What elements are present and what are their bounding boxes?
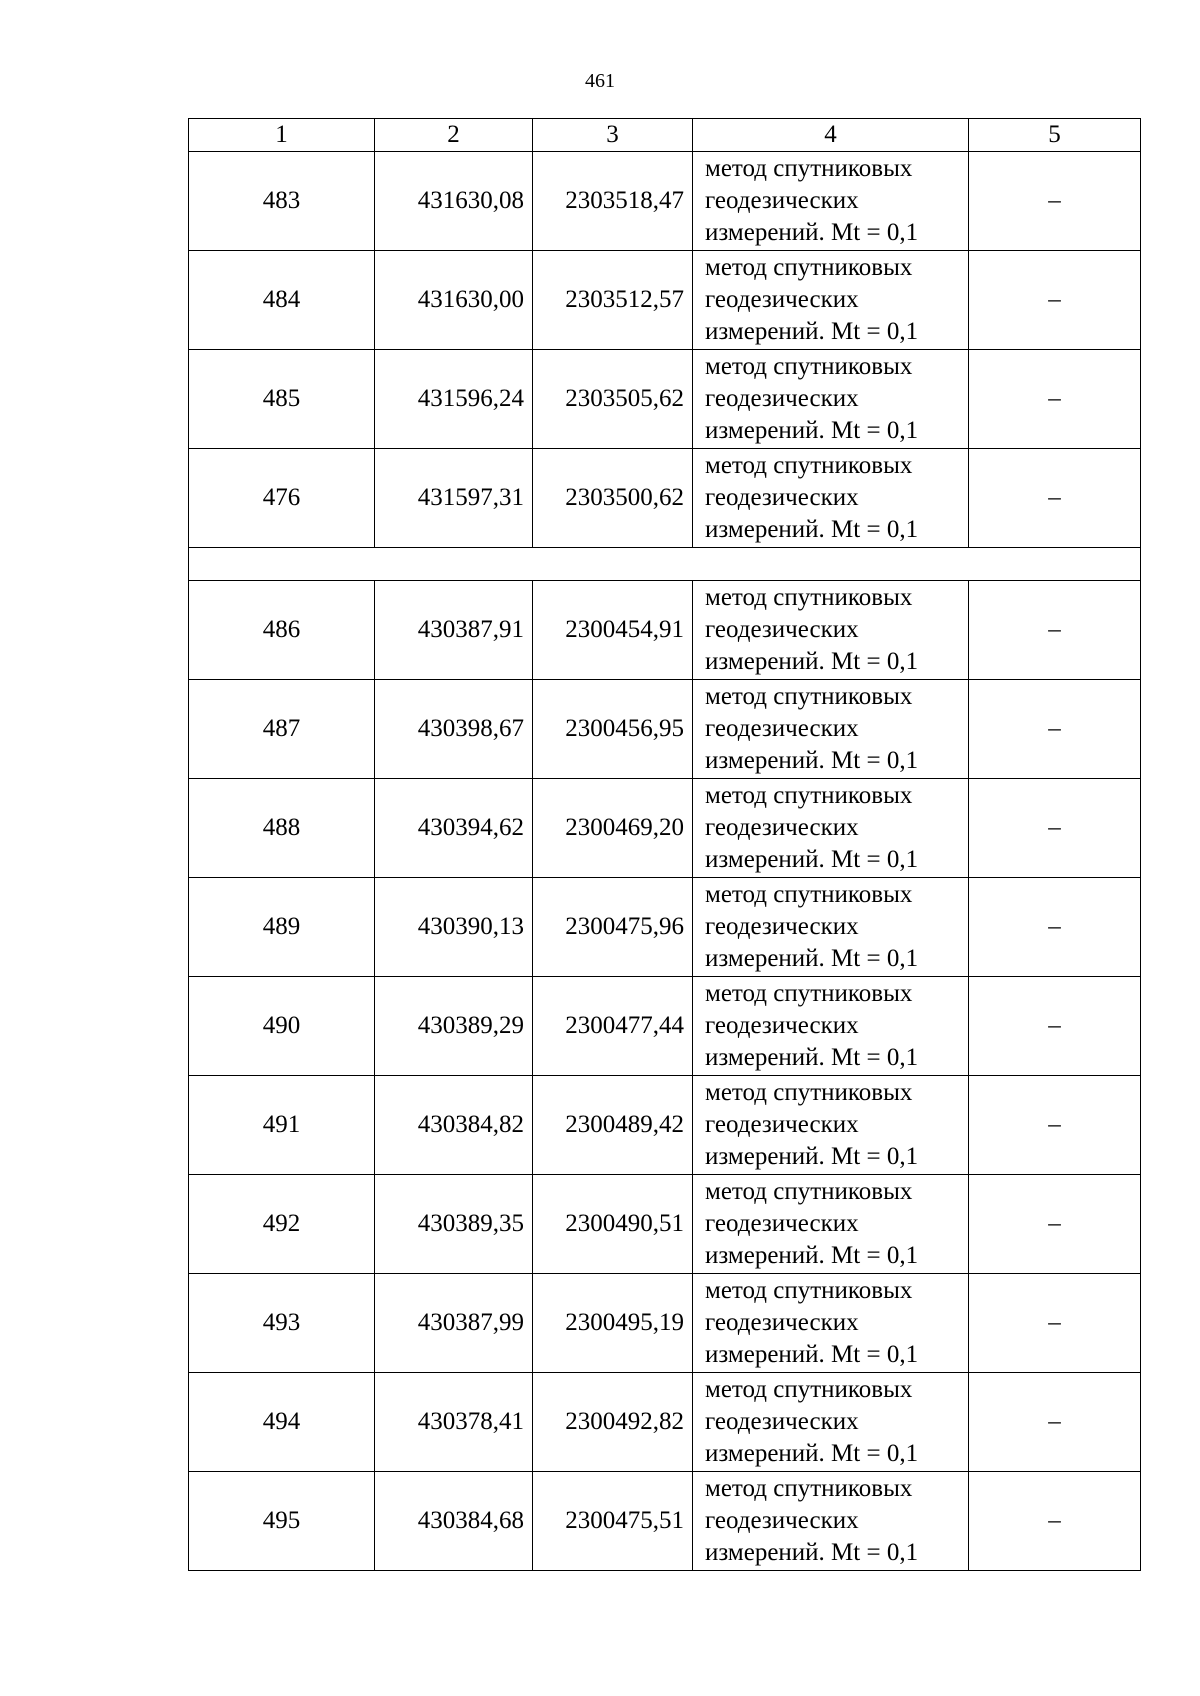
point-number-cell: 486 [189,581,375,680]
table-row [189,1274,1141,1373]
method-line: метод спутниковых [705,584,913,611]
method-cell [693,779,969,878]
separator-row [189,548,1141,581]
method-line: измерений. Mt = 0,1 [705,1341,919,1368]
column-header-1: 1 [189,119,375,152]
method-line: геодезических [705,187,859,214]
table-row [189,680,1141,779]
y-coordinate-cell: 2300475,51 [533,1472,693,1571]
method-line: измерений. Mt = 0,1 [705,417,919,444]
note-cell: – [969,449,1141,548]
method-cell [693,449,969,548]
point-number-cell: 487 [189,680,375,779]
method-line: метод спутниковых [705,155,913,182]
column-header-3: 3 [533,119,693,152]
method-cell [693,977,969,1076]
note-cell: – [969,878,1141,977]
x-coordinate-cell: 430390,13 [375,878,533,977]
point-number-cell: 491 [189,1076,375,1175]
method-cell [693,680,969,779]
y-coordinate-cell: 2300477,44 [533,977,693,1076]
point-number-cell: 494 [189,1373,375,1472]
point-number-cell: 495 [189,1472,375,1571]
method-cell [693,350,969,449]
table-row [189,1373,1141,1472]
method-cell [693,251,969,350]
x-coordinate-cell: 430384,68 [375,1472,533,1571]
separator-cell [189,548,1141,581]
method-line: измерений. Mt = 0,1 [705,846,919,873]
y-coordinate-cell: 2300495,19 [533,1274,693,1373]
method-cell [693,152,969,251]
method-cell [693,1076,969,1175]
method-line: метод спутниковых [705,1079,913,1106]
note-cell: – [969,680,1141,779]
column-header-4: 4 [693,119,969,152]
table-row [189,779,1141,878]
y-coordinate-cell: 2303518,47 [533,152,693,251]
point-number-cell: 484 [189,251,375,350]
x-coordinate-cell: 430387,99 [375,1274,533,1373]
y-coordinate-cell: 2303512,57 [533,251,693,350]
method-line: измерений. Mt = 0,1 [705,747,919,774]
x-coordinate-cell: 431597,31 [375,449,533,548]
method-line: измерений. Mt = 0,1 [705,1539,919,1566]
method-line: геодезических [705,1507,859,1534]
method-line: метод спутниковых [705,782,913,809]
note-cell: – [969,1373,1141,1472]
x-coordinate-cell: 430389,35 [375,1175,533,1274]
method-line: измерений. Mt = 0,1 [705,1044,919,1071]
table-row [189,350,1141,449]
method-cell [693,1472,969,1571]
point-number-cell: 492 [189,1175,375,1274]
note-cell: – [969,1076,1141,1175]
table-header [189,119,1141,152]
column-header-2: 2 [375,119,533,152]
note-cell: – [969,350,1141,449]
x-coordinate-cell: 431630,08 [375,152,533,251]
table-row [189,1076,1141,1175]
method-line: геодезических [705,715,859,742]
header-row [189,119,1141,152]
x-coordinate-cell: 430384,82 [375,1076,533,1175]
x-coordinate-cell: 431630,00 [375,251,533,350]
method-line: метод спутниковых [705,980,913,1007]
method-line: метод спутниковых [705,353,913,380]
method-line: геодезических [705,1210,859,1237]
method-line: метод спутниковых [705,1178,913,1205]
table-row [189,152,1141,251]
method-line: метод спутниковых [705,254,913,281]
method-line: геодезических [705,286,859,313]
note-cell: – [969,1175,1141,1274]
method-line: геодезических [705,385,859,412]
y-coordinate-cell: 2300454,91 [533,581,693,680]
method-line: геодезических [705,1111,859,1138]
point-number-cell: 483 [189,152,375,251]
x-coordinate-cell: 430389,29 [375,977,533,1076]
x-coordinate-cell: 431596,24 [375,350,533,449]
method-cell [693,1175,969,1274]
method-line: геодезических [705,913,859,940]
note-cell: – [969,1274,1141,1373]
method-line: геодезических [705,814,859,841]
x-coordinate-cell: 430387,91 [375,581,533,680]
method-line: измерений. Mt = 0,1 [705,1143,919,1170]
method-line: метод спутниковых [705,881,913,908]
method-line: метод спутниковых [705,1277,913,1304]
method-cell [693,1373,969,1472]
note-cell: – [969,581,1141,680]
note-cell: – [969,779,1141,878]
method-line: измерений. Mt = 0,1 [705,516,919,543]
y-coordinate-cell: 2300489,42 [533,1076,693,1175]
method-line: метод спутниковых [705,683,913,710]
y-coordinate-cell: 2303505,62 [533,350,693,449]
method-line: метод спутниковых [705,452,913,479]
point-number-cell: 476 [189,449,375,548]
point-number-cell: 489 [189,878,375,977]
x-coordinate-cell: 430398,67 [375,680,533,779]
page-number: 461 [585,70,615,92]
method-line: измерений. Mt = 0,1 [705,945,919,972]
y-coordinate-cell: 2300490,51 [533,1175,693,1274]
table-row [189,251,1141,350]
x-coordinate-cell: 430394,62 [375,779,533,878]
method-line: геодезических [705,1012,859,1039]
table-row [189,977,1141,1076]
y-coordinate-cell: 2303500,62 [533,449,693,548]
method-line: геодезических [705,484,859,511]
table-row [189,1175,1141,1274]
table-row [189,449,1141,548]
y-coordinate-cell: 2300456,95 [533,680,693,779]
method-cell [693,581,969,680]
coordinates-table [188,118,1141,1571]
note-cell: – [969,152,1141,251]
y-coordinate-cell: 2300492,82 [533,1373,693,1472]
method-line: геодезических [705,1309,859,1336]
method-line: измерений. Mt = 0,1 [705,318,919,345]
point-number-cell: 485 [189,350,375,449]
method-line: геодезических [705,616,859,643]
method-line: измерений. Mt = 0,1 [705,1440,919,1467]
table-body [189,152,1141,1571]
x-coordinate-cell: 430378,41 [375,1373,533,1472]
method-line: геодезических [705,1408,859,1435]
method-line: метод спутниковых [705,1376,913,1403]
method-line: измерений. Mt = 0,1 [705,219,919,246]
method-line: измерений. Mt = 0,1 [705,1242,919,1269]
table-row [189,1472,1141,1571]
method-cell [693,1274,969,1373]
point-number-cell: 488 [189,779,375,878]
note-cell: – [969,1472,1141,1571]
method-line: измерений. Mt = 0,1 [705,648,919,675]
method-cell [693,878,969,977]
column-header-5: 5 [969,119,1141,152]
y-coordinate-cell: 2300469,20 [533,779,693,878]
point-number-cell: 490 [189,977,375,1076]
method-line: метод спутниковых [705,1475,913,1502]
point-number-cell: 493 [189,1274,375,1373]
y-coordinate-cell: 2300475,96 [533,878,693,977]
note-cell: – [969,251,1141,350]
table-row [189,581,1141,680]
table-row [189,878,1141,977]
note-cell: – [969,977,1141,1076]
